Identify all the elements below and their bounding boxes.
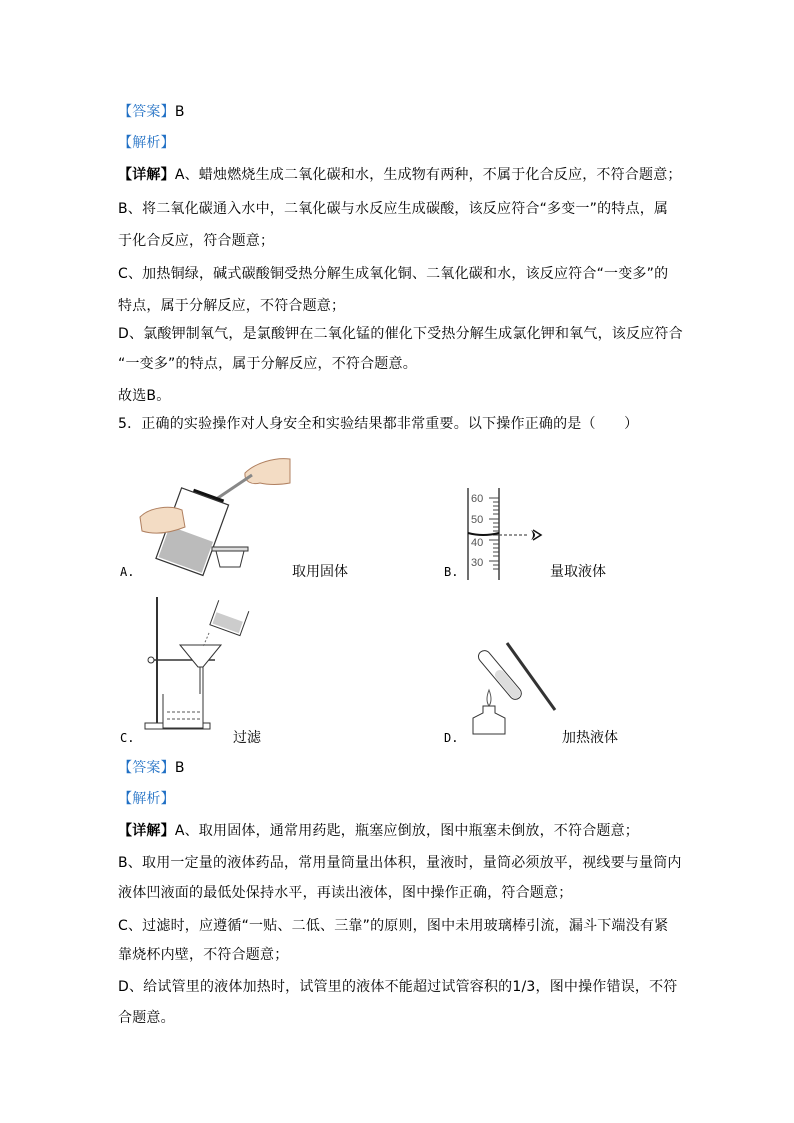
detail-label: 【详解】 (118, 167, 175, 183)
tick-label: 50 (471, 514, 484, 526)
text-line: B、将二氧化碳通入水中，二氧化碳与水反应生成碳酸，该反应符合“多变一”的特点，属 (118, 201, 669, 217)
text-line: B、取用一定量的液体药品，常用量筒量出体积，量液时，量筒必须放平，视线要与量筒内 (118, 855, 682, 871)
option-a-caption: 取用固体 (292, 564, 348, 580)
option-b-letter: B. (444, 565, 459, 579)
figure-heat-liquid (465, 638, 565, 743)
detail-line (118, 821, 639, 841)
text-line: “一变多”的特点，属于分解反应，不符合题意。 (118, 356, 417, 372)
hand-right-icon (245, 459, 290, 485)
text-line: C、加热铜绿，碱式碳酸铜受热分解生成氧化铜、二氧化碳和水，该反应符合“一变多”的 (118, 266, 669, 282)
text-line: 靠烧杯内壁，不符合题意； (118, 947, 289, 963)
detail-line (118, 165, 682, 185)
alcohol-lamp-icon (473, 690, 505, 734)
answer-value: B (174, 760, 185, 776)
figure-filtration (145, 595, 255, 730)
answer-value: B (174, 104, 185, 120)
answer-line (118, 102, 185, 122)
tick-label: 30 (471, 557, 484, 569)
detail-label: 【详解】 (118, 823, 175, 839)
detail-text: A、蜡烛燃烧生成二氧化碳和水，生成物有两种，不属于化合反应，不符合题意； (174, 167, 682, 183)
tick-label: 40 (471, 537, 484, 549)
text-line: 故选B。 (118, 388, 171, 404)
option-a-letter: A. (120, 565, 135, 579)
text-line: C、过滤时，应遵循“一贴、二低、三靠”的原则，图中未用玻璃棒引流，漏斗下端没有紧 (118, 918, 669, 934)
text-line: 合题意。 (118, 1010, 175, 1026)
hand-left-icon (140, 507, 185, 533)
text-line: D、给试管里的液体加热时，试管里的液体不能超过试管容积的1/3，图中操作错误，不符 (118, 979, 678, 995)
analysis-label: 【解析】 (118, 791, 175, 807)
dish-icon (212, 547, 248, 567)
option-d-letter: D. (444, 731, 459, 745)
option-c-caption: 过滤 (233, 730, 261, 746)
text-line: D、氯酸钾制氧气，是氯酸钾在二氧化锰的催化下受热分解生成氯化钾和氧气，该反应符合 (118, 326, 683, 342)
figure-measure-liquid (465, 488, 555, 580)
beaker-icon (163, 694, 203, 728)
meniscus (468, 533, 499, 535)
question-stem: 5．正确的实验操作对人身安全和实验结果都非常重要。以下操作正确的是（ ） (118, 416, 639, 432)
text-line: 于化合反应，符合题意； (118, 233, 275, 249)
detail-text: A、取用固体，通常用药匙，瓶塞应倒放，图中瓶塞未倒放，不符合题意； (174, 823, 639, 839)
answer-label: 【答案】 (118, 104, 175, 120)
option-c-letter: C. (120, 731, 135, 745)
option-d-caption: 加热液体 (562, 730, 618, 746)
answer-line (118, 758, 185, 778)
tube-holder (507, 643, 555, 710)
figure-take-solid (140, 455, 300, 580)
text-line: 液体凹液面的最低处保持水平，再读出液体，图中操作正确，符合题意； (118, 885, 573, 901)
option-b-caption: 量取液体 (550, 564, 606, 580)
eye-icon (531, 530, 541, 540)
text-line: 特点，属于分解反应，不符合题意； (118, 298, 346, 314)
pouring-beaker-icon (210, 600, 249, 635)
tick-label: 60 (471, 493, 484, 505)
answer-label: 【答案】 (118, 760, 175, 776)
analysis-label: 【解析】 (118, 135, 175, 151)
